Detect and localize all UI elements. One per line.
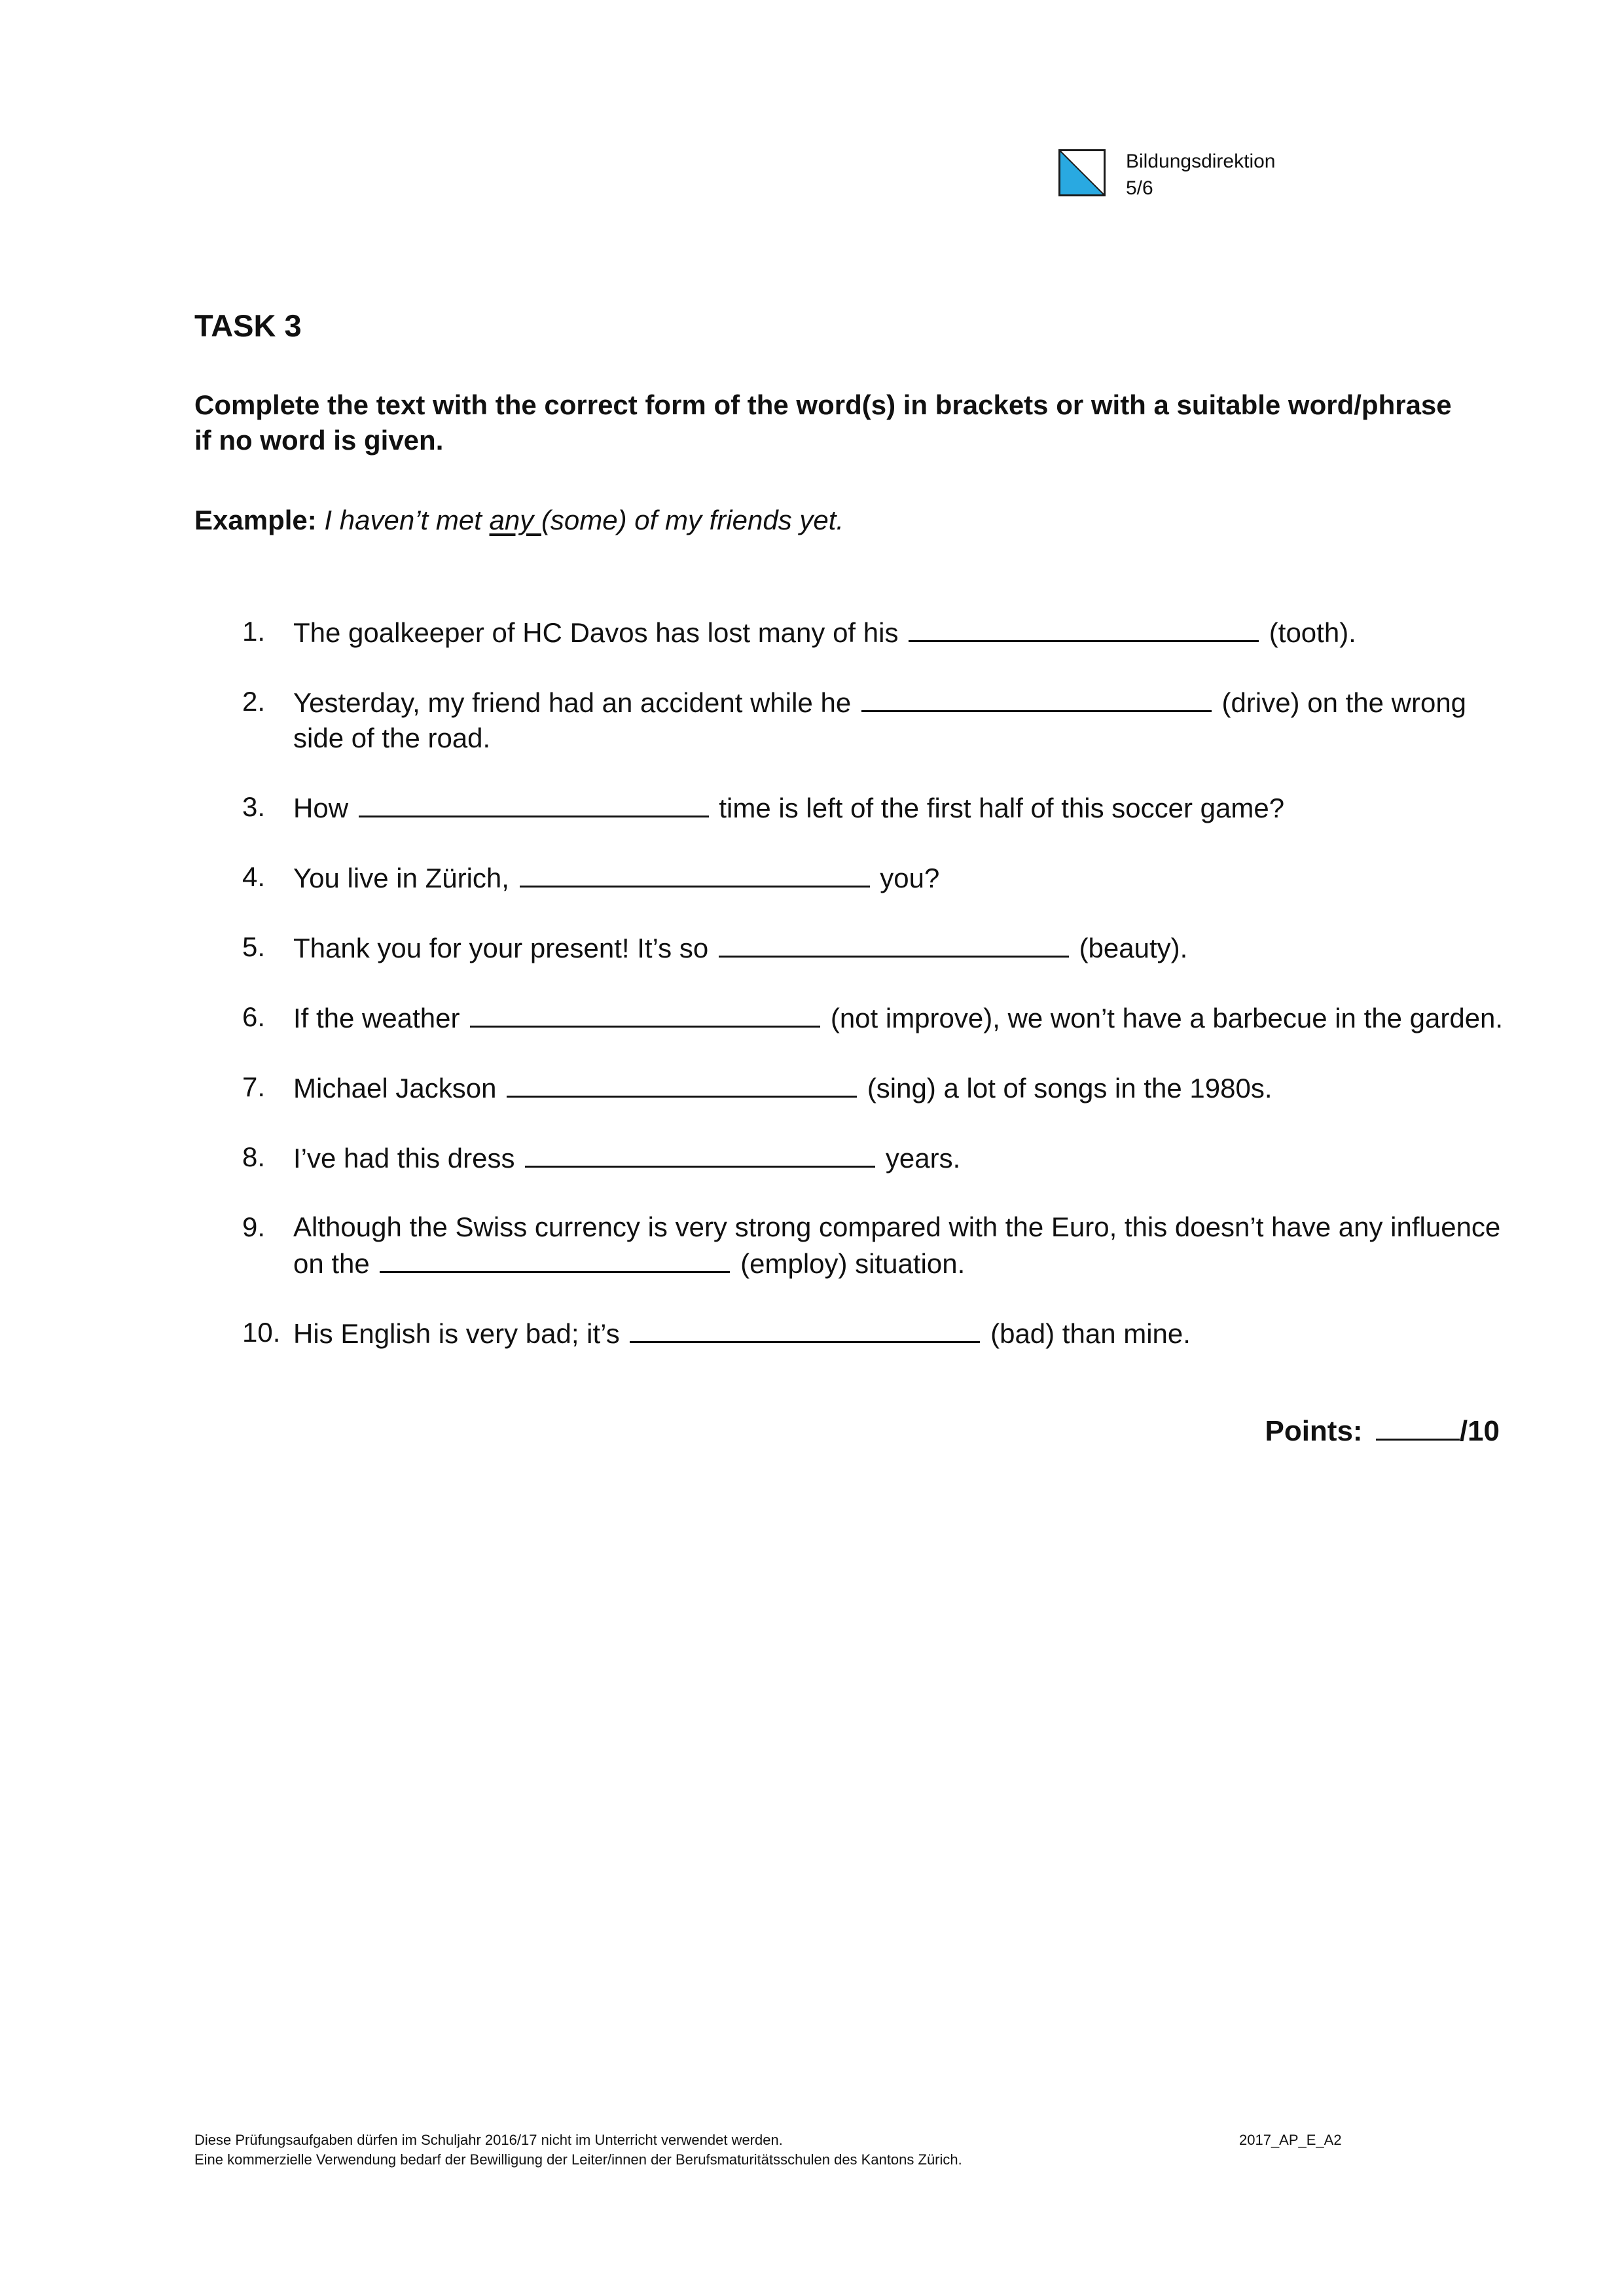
page-header [1058,148,1451,207]
question-text-after: (beauty). [1079,933,1188,963]
task-title: TASK 3 [194,308,302,343]
answer-blank[interactable] [359,789,709,817]
document-code: 2017_AP_E_A2 [1239,2132,1342,2148]
question-item [242,1139,1506,1176]
question-text-before: If the weather [293,1003,460,1033]
header-text [1126,148,1275,202]
points-total: /10 [1459,1415,1500,1447]
question-text-after: (drive) on the wrong side of the road. [293,687,1467,753]
question-text-after: you? [880,863,940,893]
page-number: 5/6 [1126,177,1153,199]
answer-blank[interactable] [507,1069,857,1098]
question-text-after: (tooth). [1269,617,1356,648]
question-item [242,684,1506,756]
question-number: 8. [242,1141,266,1172]
canton-zurich-logo [1058,149,1106,196]
question-text-after: years. [885,1143,961,1174]
question-text-after: (employ) situation. [740,1248,965,1279]
task-instructions: Complete the text with the correct form of the word(s) in brackets or with a suitable word/phrase if no word is given. [194,389,1452,456]
footer [194,2130,1373,2170]
answer-blank[interactable] [719,929,1069,958]
question-number: 9. [242,1211,266,1242]
question-text-before: Michael Jackson [293,1073,497,1103]
question-number: 10. [242,1317,281,1348]
answer-blank[interactable] [520,859,870,888]
answer-blank[interactable] [525,1139,875,1168]
question-item [242,859,1506,896]
question-number: 6. [242,1001,266,1032]
points-label: Points: [1265,1415,1363,1447]
answer-blank[interactable] [630,1315,980,1343]
question-text-before: Thank you for your present! It’s so [293,933,709,963]
footer-line-2: Eine kommerzielle Verwendung bedarf der Bewilligung der Leiter/innen der Berufsmaturitätsschulen des Kantons Zürich. [194,2151,962,2168]
question-text-before: I’ve had this dress [293,1143,515,1174]
answer-blank[interactable] [909,614,1259,642]
answer-blank[interactable] [470,999,820,1028]
department-name: Bildungsdirektion [1126,151,1276,172]
answer-blank[interactable] [861,684,1212,712]
question-number: 5. [242,931,266,962]
question-number: 3. [242,791,266,822]
question-item [242,789,1506,826]
question-text-before: His English is very bad; it’s [293,1318,620,1349]
question-text-before: How [293,793,349,823]
question-item [242,1315,1506,1352]
question-text-after: (not improve), we won’t have a barbecue in the garden. [830,1003,1504,1033]
question-item [242,1069,1506,1106]
question-text-before: The goalkeeper of HC Davos has lost many of his [293,617,899,648]
example-sentence [194,503,844,538]
question-text-after: time is left of the first half of this soccer game? [719,793,1285,823]
question-text-after: (sing) a lot of songs in the 1980s. [867,1073,1272,1103]
points-blank[interactable] [1376,1412,1460,1441]
answer-blank[interactable] [380,1245,730,1273]
question-number: 1. [242,616,266,647]
question-text-after: (bad) than mine. [990,1318,1191,1349]
points-box [1265,1412,1500,1450]
example-before: I haven’t met [324,505,490,535]
question-item [242,614,1506,651]
question-text-before: Yesterday, my friend had an accident while he [293,687,852,718]
question-item [242,999,1506,1036]
question-text-before: You live in Zürich, [293,863,509,893]
example-label: Example: [194,505,317,535]
question-number: 7. [242,1071,266,1102]
question-list [242,614,1506,1385]
question-item [242,1210,1506,1282]
question-item [242,929,1506,966]
question-number: 4. [242,861,266,892]
question-text-before: Although the Swiss currency is very strong compared with the Euro, this doesn’t have any influence on the [293,1211,1501,1279]
question-number: 2. [242,686,266,717]
example-after: (some) of my friends yet. [541,505,844,535]
footer-line-1: Diese Prüfungsaufgaben dürfen im Schuljahr 2016/17 nicht im Unterricht verwendet werden. [194,2132,783,2148]
example-answer: any [489,505,541,535]
